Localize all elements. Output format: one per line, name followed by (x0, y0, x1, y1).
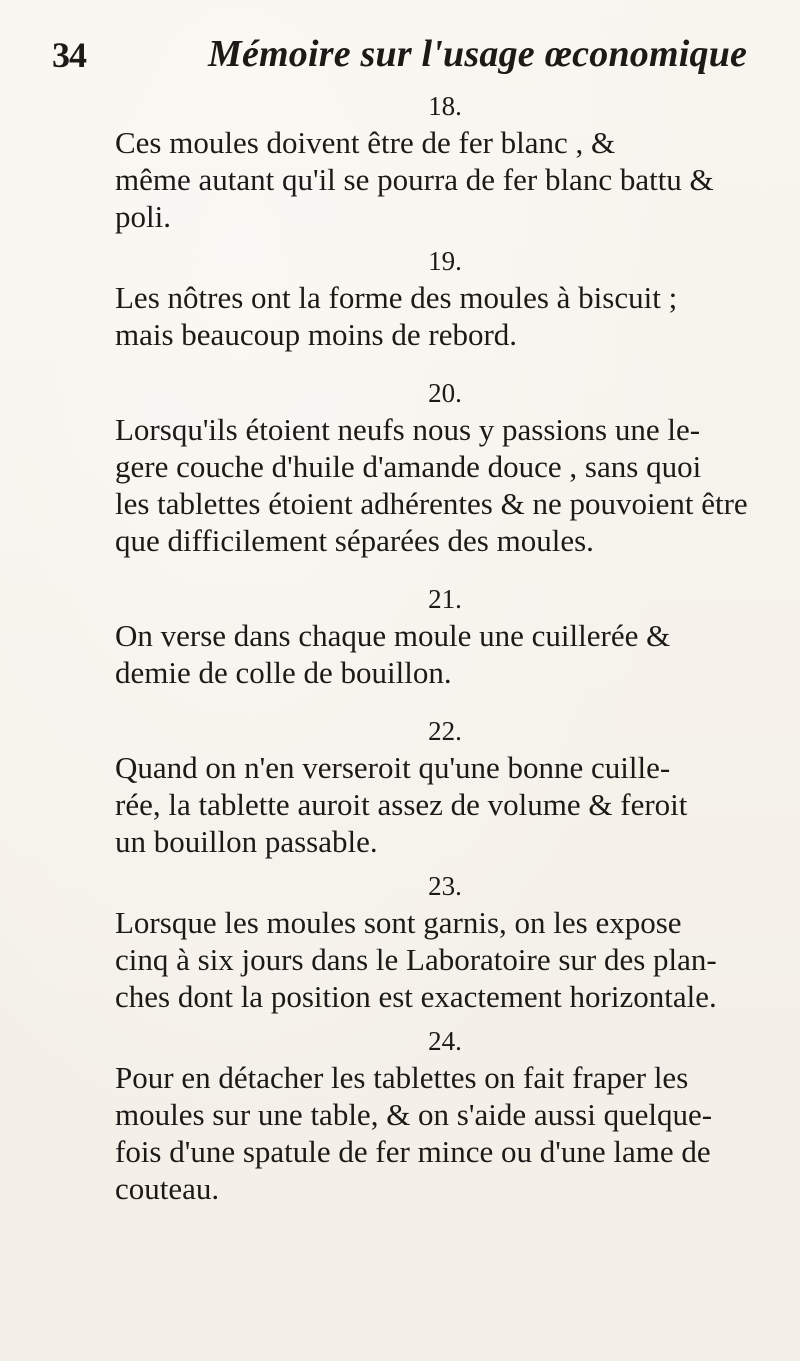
text-line: Ces moules doivent être de fer blanc , & (115, 125, 616, 160)
text-line: les tablettes étoient adhérentes & ne pouvoient être (115, 486, 748, 521)
section-18 (115, 88, 775, 235)
text-line: demie de colle de bouillon. (115, 655, 452, 690)
section-23 (115, 868, 775, 1015)
section-24 (115, 1023, 775, 1207)
text-line: même autant qu'il se pourra de fer blanc battu & (115, 162, 714, 197)
text-line: Lorsqu'ils étoient neufs nous y passions une le- (115, 412, 701, 447)
section-number: 23. (428, 871, 462, 901)
text-line: Pour en détacher les tablettes on fait fraper les (115, 1060, 689, 1095)
section-number: 19. (428, 246, 462, 276)
section-number: 22. (428, 716, 462, 746)
text-line: ches dont la position est exactement horizontale. (115, 979, 717, 1014)
text-line: Lorsque les moules sont garnis, on les expose (115, 905, 682, 940)
text-line: fois d'une spatule de fer mince ou d'une lame de (115, 1134, 711, 1169)
text-line: rée, la tablette auroit assez de volume & feroit (115, 787, 688, 822)
section-number: 24. (428, 1026, 462, 1056)
paragraph (115, 749, 775, 860)
running-title: Mémoire sur l'usage œconomique (208, 33, 748, 75)
body-text (115, 88, 775, 1207)
text-line: moules sur une table, & on s'aide aussi quelque- (115, 1097, 713, 1132)
text-line: Quand on n'en verseroit qu'une bonne cuille- (115, 750, 671, 785)
paragraph (115, 904, 775, 1015)
section-21 (115, 581, 775, 691)
text-line: mais beaucoup moins de rebord. (115, 317, 518, 352)
text-line: poli. (115, 199, 171, 234)
section-22 (115, 713, 775, 860)
paragraph (115, 279, 775, 353)
section-number: 20. (428, 378, 462, 408)
text-line: couteau. (115, 1171, 220, 1206)
page-number: 34 (52, 35, 86, 75)
text-line: Les nôtres ont la forme des moules à biscuit ; (115, 280, 678, 315)
paragraph (115, 124, 775, 235)
text-line: On verse dans chaque moule une cuillerée & (115, 618, 671, 653)
paragraph (115, 1059, 775, 1207)
paragraph (115, 617, 775, 691)
text-line: cinq à six jours dans le Laboratoire sur des plan- (115, 942, 717, 977)
text-line: gere couche d'huile d'amande douce , sans quoi (115, 449, 702, 484)
section-19 (115, 243, 775, 353)
text-line: que difficilement séparées des moules. (115, 523, 594, 558)
section-number: 18. (428, 91, 462, 121)
section-20 (115, 375, 775, 559)
paragraph (115, 411, 775, 559)
text-line: un bouillon passable. (115, 824, 378, 859)
page-header (52, 28, 752, 88)
section-number: 21. (428, 584, 462, 614)
